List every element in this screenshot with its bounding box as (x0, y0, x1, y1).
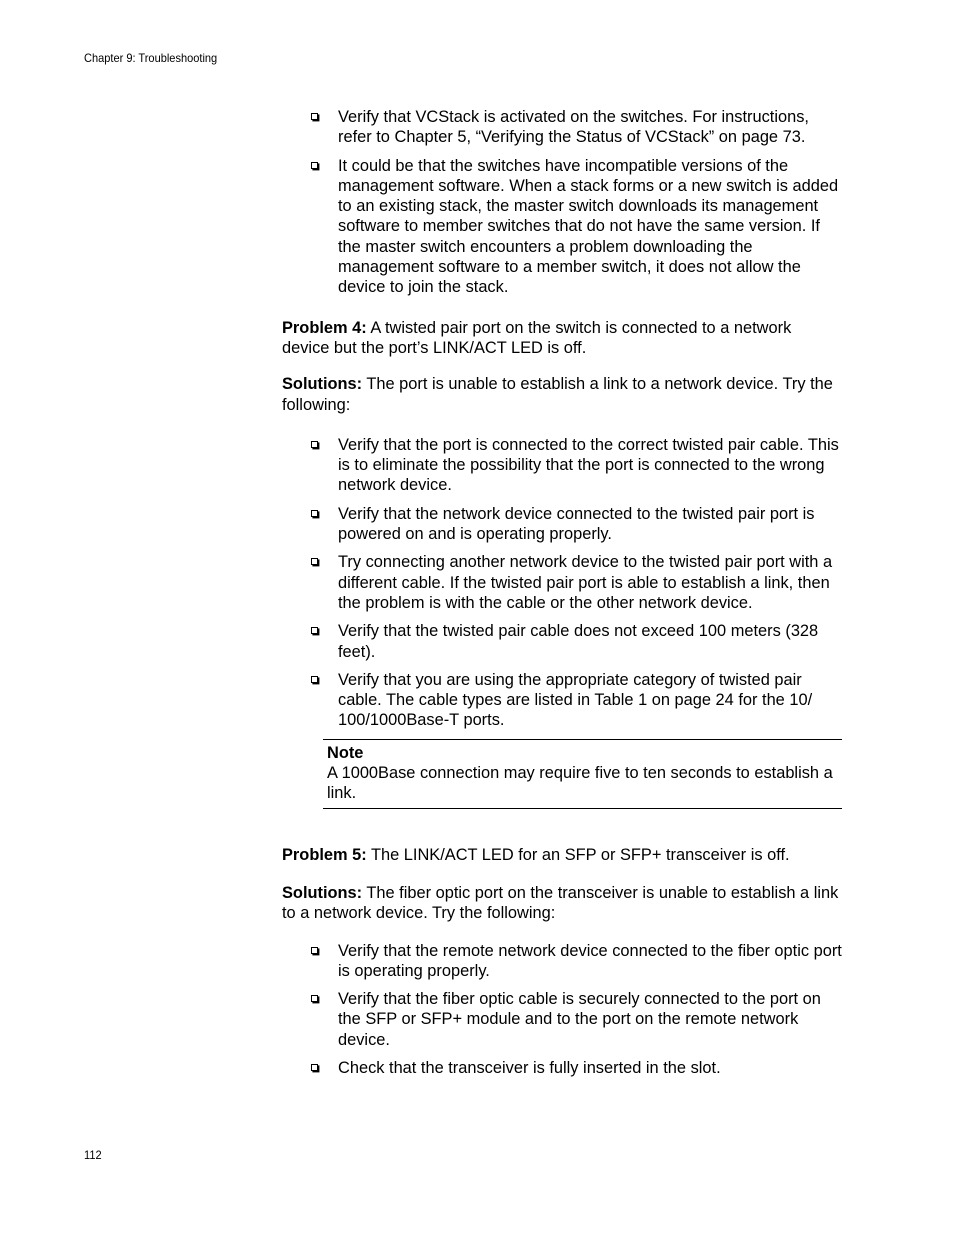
list-item-text: Check that the transceiver is fully inserted in the slot. (338, 1058, 721, 1077)
problem-4-label: Problem 4: (282, 318, 367, 337)
list-item (338, 504, 842, 545)
page-content (282, 107, 842, 1086)
list-item-text: Verify that VCStack is activated on the switches. For instructions, refer to Chapter 5, “Verifying the Status of VCStack” on page 73. (338, 108, 809, 147)
problem-4-text: A twisted pair port on the switch is connected to a network device but the port’s LINK/ACT LED is off. (282, 318, 792, 357)
list-item-text: Verify that the fiber optic cable is securely connected to the port on the SFP or SFP+ module and to the port on the remote network device. (338, 990, 821, 1049)
checkbox-bullet-icon (311, 113, 318, 120)
list-item (338, 435, 842, 496)
list-item-text: It could be that the switches have incompatible versions of the management software. When a stack forms or a new switch is added to an existing stack, the master switch downloads its management software to member switches that do not have the same version. If the master switch encounters a problem downloading the management software to a member switch, it does not allow the device to join the stack. (338, 156, 839, 297)
list-item (338, 989, 842, 1050)
bullet-list-twisted-pair (282, 435, 842, 731)
solutions-4-paragraph (282, 374, 842, 415)
checkbox-bullet-icon (311, 510, 318, 517)
bullet-list-vcstack (282, 107, 842, 298)
checkbox-bullet-icon (311, 676, 318, 683)
list-item-text: Try connecting another network device to the twisted pair port with a different cable. If the twisted pair port is able to establish a link, then the problem is with the cable or the other network device. (338, 553, 833, 612)
list-item-text: Verify that the port is connected to the correct twisted pair cable. This is to eliminate the possibility that the port is connected to the wrong network device. (338, 435, 839, 495)
solutions-5-text: The fiber optic port on the transceiver is unable to establish a link to a network device. Try the following: (282, 883, 839, 923)
list-item (338, 1058, 842, 1078)
list-item (338, 156, 842, 298)
checkbox-bullet-icon (311, 627, 318, 634)
solutions-5-paragraph (282, 883, 842, 924)
bullet-list-fiber (282, 941, 842, 1079)
list-item-text: Verify that you are using the appropriate category of twisted pair cable. The cable types are listed in Table 1 on page 24 for the 10/ 100/1000Base-T ports. (338, 670, 813, 730)
note-title: Note (327, 743, 364, 762)
solutions-4-text: The port is unable to establish a link to a network device. Try the following: (282, 375, 833, 414)
checkbox-bullet-icon (311, 441, 318, 448)
problem-4-paragraph (282, 318, 842, 359)
note-box (323, 739, 842, 809)
list-item-text: Verify that the remote network device connected to the fiber optic port is operating properly. (338, 941, 842, 980)
list-item (338, 670, 842, 731)
list-item-text: Verify that the twisted pair cable does not exceed 100 meters (328 feet). (338, 622, 819, 661)
list-item (338, 552, 842, 613)
note-text: A 1000Base connection may require five to ten seconds to establish a link. (327, 764, 833, 803)
solutions-5-label: Solutions: (282, 883, 363, 902)
checkbox-bullet-icon (311, 1064, 318, 1071)
running-header: Chapter 9: Troubleshooting (84, 51, 218, 65)
checkbox-bullet-icon (311, 995, 318, 1002)
problem-5-text: The LINK/ACT LED for an SFP or SFP+ transceiver is off. (366, 845, 790, 864)
list-item-text: Verify that the network device connected to the twisted pair port is powered on and is operating properly. (338, 504, 815, 544)
solutions-4-label: Solutions: (282, 375, 363, 394)
page-number: 112 (84, 1148, 102, 1162)
checkbox-bullet-icon (311, 162, 318, 169)
checkbox-bullet-icon (311, 558, 318, 565)
checkbox-bullet-icon (311, 947, 318, 954)
list-item (338, 941, 842, 982)
problem-5-label: Problem 5: (282, 845, 367, 864)
list-item (338, 107, 842, 148)
list-item (338, 621, 842, 662)
problem-5-paragraph (282, 845, 842, 865)
